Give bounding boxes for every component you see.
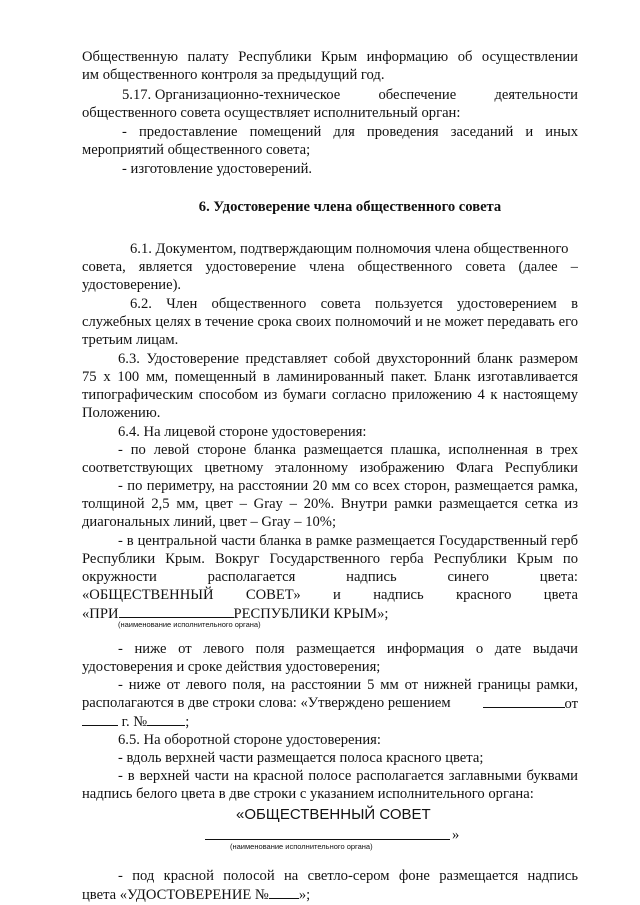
text-line: - в верхней части на красной полосе располагается заглавными буквами bbox=[118, 768, 578, 784]
text-fragment: окружности bbox=[82, 569, 157, 585]
section-heading: 6. Удостоверение члена общественного совета bbox=[198, 199, 502, 215]
blank-line bbox=[119, 604, 234, 618]
text-fragment: красного bbox=[456, 587, 512, 603]
text-line bbox=[82, 568, 578, 586]
text-line: общественного совета осуществляет исполнительный орган: bbox=[82, 105, 461, 121]
text-line: удостоверения и сроке действия удостоверения; bbox=[82, 659, 381, 675]
blank-line bbox=[269, 885, 299, 899]
text-line: - предоставление помещений для проведения заседаний и иных bbox=[122, 124, 578, 140]
text-line: 6.5. На оборотной стороне удостоверения: bbox=[118, 732, 381, 748]
text-line: соответствующих цветному эталонному изображению Флага Республики bbox=[82, 460, 578, 476]
text-fragment: ; bbox=[185, 714, 190, 730]
text-line bbox=[82, 694, 578, 713]
text-line: служебных целях в течение срока своих полномочий и не может передавать его bbox=[82, 314, 578, 330]
text-fragment: надпись bbox=[346, 569, 397, 585]
text-line: 6.2. Член общественного совета пользуется удостоверением в bbox=[130, 296, 578, 312]
text-line: 6.3. Удостоверение представляет собой двухсторонний бланк размером bbox=[118, 351, 578, 367]
blank-line bbox=[82, 712, 118, 726]
text-line: Общественную палату Республики Крым информацию об осуществлении bbox=[82, 49, 578, 65]
text-line: 6.4. На лицевой стороне удостоверения: bbox=[118, 424, 367, 440]
council-title: «ОБЩЕСТВЕННЫЙ СОВЕТ bbox=[236, 806, 431, 823]
text-fragment: синего bbox=[447, 569, 489, 585]
text-fragment: располагаются в две строки слова: «Утверждено решением bbox=[82, 695, 451, 711]
text-fragment: цвета: bbox=[539, 569, 578, 585]
text-line: типографическим способом из бумаги согласно приложению 4 к настоящему bbox=[82, 387, 578, 403]
text-fragment: »; bbox=[298, 887, 311, 903]
text-fragment: надпись bbox=[373, 587, 424, 603]
text-line: - ниже от левого поля, на расстоянии 5 мм от нижней границы рамки, bbox=[118, 677, 578, 693]
text-line: - ниже от левого поля размещается информация о дате выдачи bbox=[118, 641, 578, 657]
text-line: - по левой стороне бланка размещается плашка, исполненная в трех bbox=[118, 442, 578, 458]
text-line: третьим лицам. bbox=[82, 332, 179, 348]
text-fragment: «ПРИ bbox=[82, 606, 119, 622]
text-line: надпись белого цвета в две строки с указанием исполнительного органа: bbox=[82, 786, 534, 802]
text-line: - под красной полосой на светло-сером фоне размещается надпись bbox=[118, 868, 578, 884]
text-line: - вдоль верхней части размещается полоса красного цвета; bbox=[118, 750, 484, 766]
text-line: 75 х 100 мм, помещенный в ламинированный пакет. Бланк изготавливается bbox=[82, 369, 578, 385]
text-fragment: цвета bbox=[543, 587, 578, 603]
caption: (наименование исполнительного органа) bbox=[118, 620, 261, 629]
text-line: мероприятий общественного совета; bbox=[82, 142, 311, 158]
text-fragment: деятельности bbox=[494, 87, 578, 103]
text-line: Республики Крым. Вокруг Государственного герба Республики Крым по bbox=[82, 551, 578, 567]
text-line bbox=[82, 885, 578, 904]
text-line: удостоверение). bbox=[82, 277, 182, 293]
text-line: Положению. bbox=[82, 405, 161, 421]
text-fragment: «ОБЩЕСТВЕННЫЙ bbox=[82, 587, 214, 603]
text-fragment: СОВЕТ» bbox=[245, 587, 301, 603]
text-fragment: РЕСПУБЛИКИ КРЫМ»; bbox=[233, 606, 389, 622]
text-fragment: » bbox=[452, 827, 460, 843]
text-fragment: цвета «УДОСТОВЕРЕНИЕ № bbox=[82, 887, 269, 903]
text-fragment: располагается bbox=[207, 569, 296, 585]
text-line: совета, является удостоверение члена общественного совета (далее – bbox=[82, 259, 578, 275]
text-fragment: от bbox=[564, 696, 578, 712]
caption: (наименование исполнительного органа) bbox=[230, 842, 373, 851]
clause-5-17 bbox=[122, 86, 578, 104]
text-fragment: и bbox=[333, 587, 341, 603]
blank-line bbox=[147, 712, 185, 726]
text-line bbox=[82, 712, 578, 731]
blank-line bbox=[205, 839, 450, 840]
text-line: толщиной 2,5 мм, цвет – Gray – 20%. Внутри рамки размещается сетка из bbox=[82, 496, 578, 512]
text-fragment: обеспечение bbox=[378, 87, 457, 103]
text-fragment: 5.17. Организационно-техническое bbox=[122, 87, 341, 103]
text-line: им общественного контроля за предыдущий год. bbox=[82, 67, 385, 83]
text-line: - по периметру, на расстоянии 20 мм со всех сторон, размещается рамка, bbox=[118, 478, 578, 494]
blank-line bbox=[483, 694, 565, 708]
text-line: - в центральной части бланка в рамке размещается Государственный герб bbox=[118, 533, 578, 549]
text-line bbox=[82, 586, 578, 604]
text-fragment: г. № bbox=[121, 714, 148, 730]
text-line: 6.1. Документом, подтверждающим полномочия члена общественного bbox=[130, 241, 569, 257]
text-line: диагональных линий, цвет – Gray – 10%; bbox=[82, 514, 337, 530]
text-line: - изготовление удостоверений. bbox=[122, 161, 313, 177]
